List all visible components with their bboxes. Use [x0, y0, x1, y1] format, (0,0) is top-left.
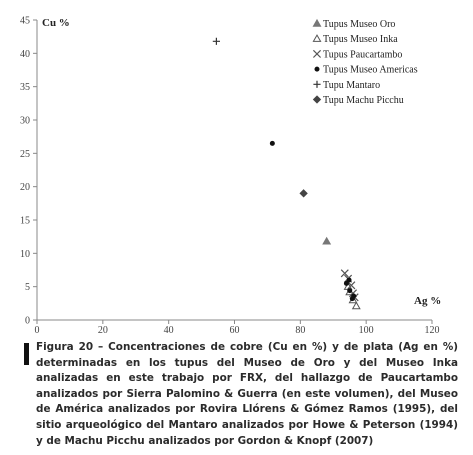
data-point-s3-p5 [347, 278, 352, 283]
x-tick-label: 100 [358, 325, 374, 335]
chart-ticks [20, 16, 440, 336]
legend-label-0: Tupus Museo Oro [323, 19, 396, 30]
data-point-s0-p0 [323, 238, 330, 244]
legend-marker-3 [315, 67, 320, 72]
y-axis-title: Cu % [42, 17, 70, 29]
legend-label-2: Tupus Paucartambo [323, 49, 403, 61]
x-axis-title: Ag % [414, 295, 442, 307]
x-tick-label: 40 [163, 325, 174, 335]
data-point-s4-p0 [213, 38, 220, 45]
data-point-s3-p2 [347, 288, 352, 293]
x-tick-label: 0 [34, 325, 40, 335]
legend-marker-2 [313, 50, 320, 57]
y-tick-label: 20 [20, 182, 30, 194]
y-tick-label: 10 [20, 248, 30, 260]
caption-accent-bar [24, 343, 29, 365]
figure-caption: Figura 20 – Concentraciones de cobre (Cu en %) y de plata (Ag en %) determinadas en los tupus del Museo de Oro y del Museo Inka analizadas en este trabajo por FRX, del hallazgo de Paucartambo analizados por Sierra Palomino & Guerra (en este volumen), del Museo de América analizados por Rovira Llórens & Gómez Ramos (1995), del sitio arqueológico del Mantaro analizados por Howe & Peterson (1994) y de Machu Picchu analizados por Gordon & Knopf (2007) [36, 341, 458, 447]
y-tick-label: 30 [20, 115, 30, 127]
data-point-s3-p4 [350, 296, 355, 301]
y-tick-label: 0 [25, 315, 30, 327]
y-tick-label: 25 [20, 148, 30, 160]
legend-label-4: Tupu Mantaro [323, 79, 381, 91]
x-tick-label: 80 [295, 325, 306, 335]
y-tick-label: 35 [20, 82, 30, 94]
data-point-s1-p0 [353, 302, 360, 308]
y-tick-label: 15 [20, 215, 30, 227]
legend-marker-5 [313, 96, 320, 103]
legend-marker-4 [313, 81, 320, 88]
data-point-s5-p0 [300, 190, 307, 197]
legend-label-1: Tupus Museo Inka [323, 34, 398, 46]
x-tick-label: 60 [229, 325, 240, 335]
legend-marker-0 [313, 20, 320, 26]
legend-label-5: Tupu Machu Picchu [323, 95, 404, 106]
y-tick-label: 5 [25, 282, 30, 294]
x-tick-label: 120 [424, 325, 440, 335]
y-tick-label: 45 [20, 15, 30, 27]
x-tick-label: 20 [97, 325, 108, 335]
chart-marks [213, 38, 360, 309]
data-point-s3-p0 [270, 141, 275, 146]
chart-legend [313, 19, 417, 106]
legend-marker-1 [313, 35, 320, 41]
y-tick-label: 40 [20, 48, 30, 60]
legend-label-3: Tupus Museo Americas [323, 64, 418, 76]
